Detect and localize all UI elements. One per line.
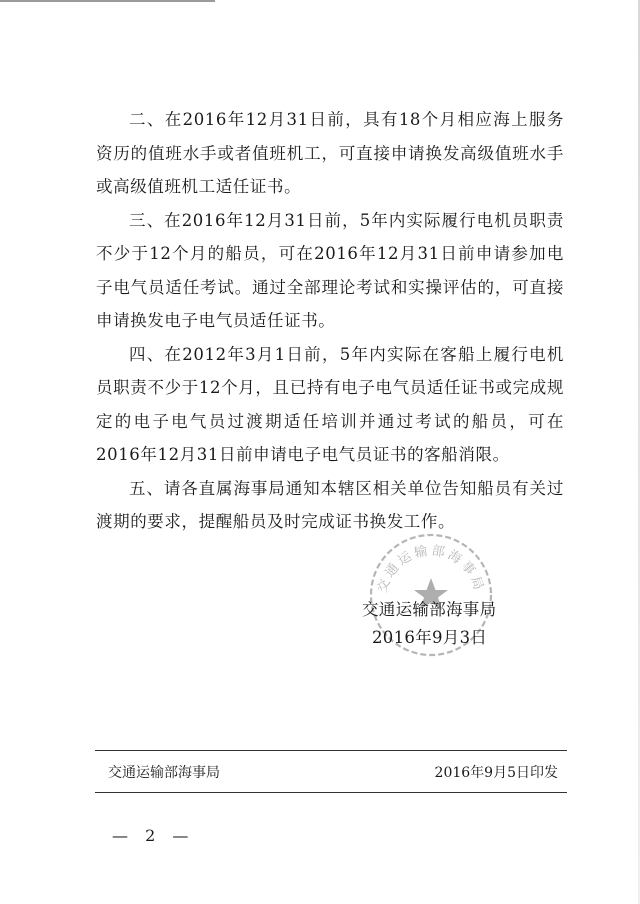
print-footer bbox=[108, 762, 558, 782]
seal-text: 交通运输部海事局 bbox=[375, 543, 487, 595]
paragraph-item-5: 五、请各直属海事局通知本辖区相关单位告知船员有关过渡期的要求，提醒船员及时完成证书换发工作。 bbox=[96, 478, 564, 531]
footer-issuer: 交通运输部海事局 bbox=[108, 765, 220, 781]
page-number: — 2 — bbox=[112, 826, 195, 845]
paragraph-item-2: 二、在2016年12月31日前，具有18个月相应海上服务资历的值班水手或者值班机工，可直接申请换发高级值班水手或高级值班机工适任证书。 bbox=[96, 110, 564, 196]
footer-rule-bottom bbox=[95, 792, 567, 793]
document-body bbox=[96, 103, 564, 539]
signature-date: 2016年9月3日 bbox=[372, 628, 488, 647]
signature-block bbox=[362, 596, 496, 652]
paragraph-item-4: 四、在2012年3月1日前，5年内实际在客船上履行电机员职责不少于12个月，且已持有电子电气员适任证书或完成规定的电子电气员过渡期适任培训并通过考试的船员，可在2016年12月31日前申请电子电气员证书的客船消限。 bbox=[96, 344, 564, 464]
paragraph-item-3: 三、在2016年12月31日前，5年内实际履行电机员职责不少于12个月的船员，可在2016年12月31日前申请参加电子电气员适任考试。通过全部理论考试和实操评估的，可直接申请换发电子电气员适任证书。 bbox=[96, 210, 564, 330]
footer-rule-top bbox=[95, 750, 567, 751]
scan-edge-top bbox=[0, 0, 215, 2]
footer-print-date: 2016年9月5日印发 bbox=[434, 765, 558, 781]
signature-organization: 交通运输部海事局 bbox=[362, 600, 497, 619]
